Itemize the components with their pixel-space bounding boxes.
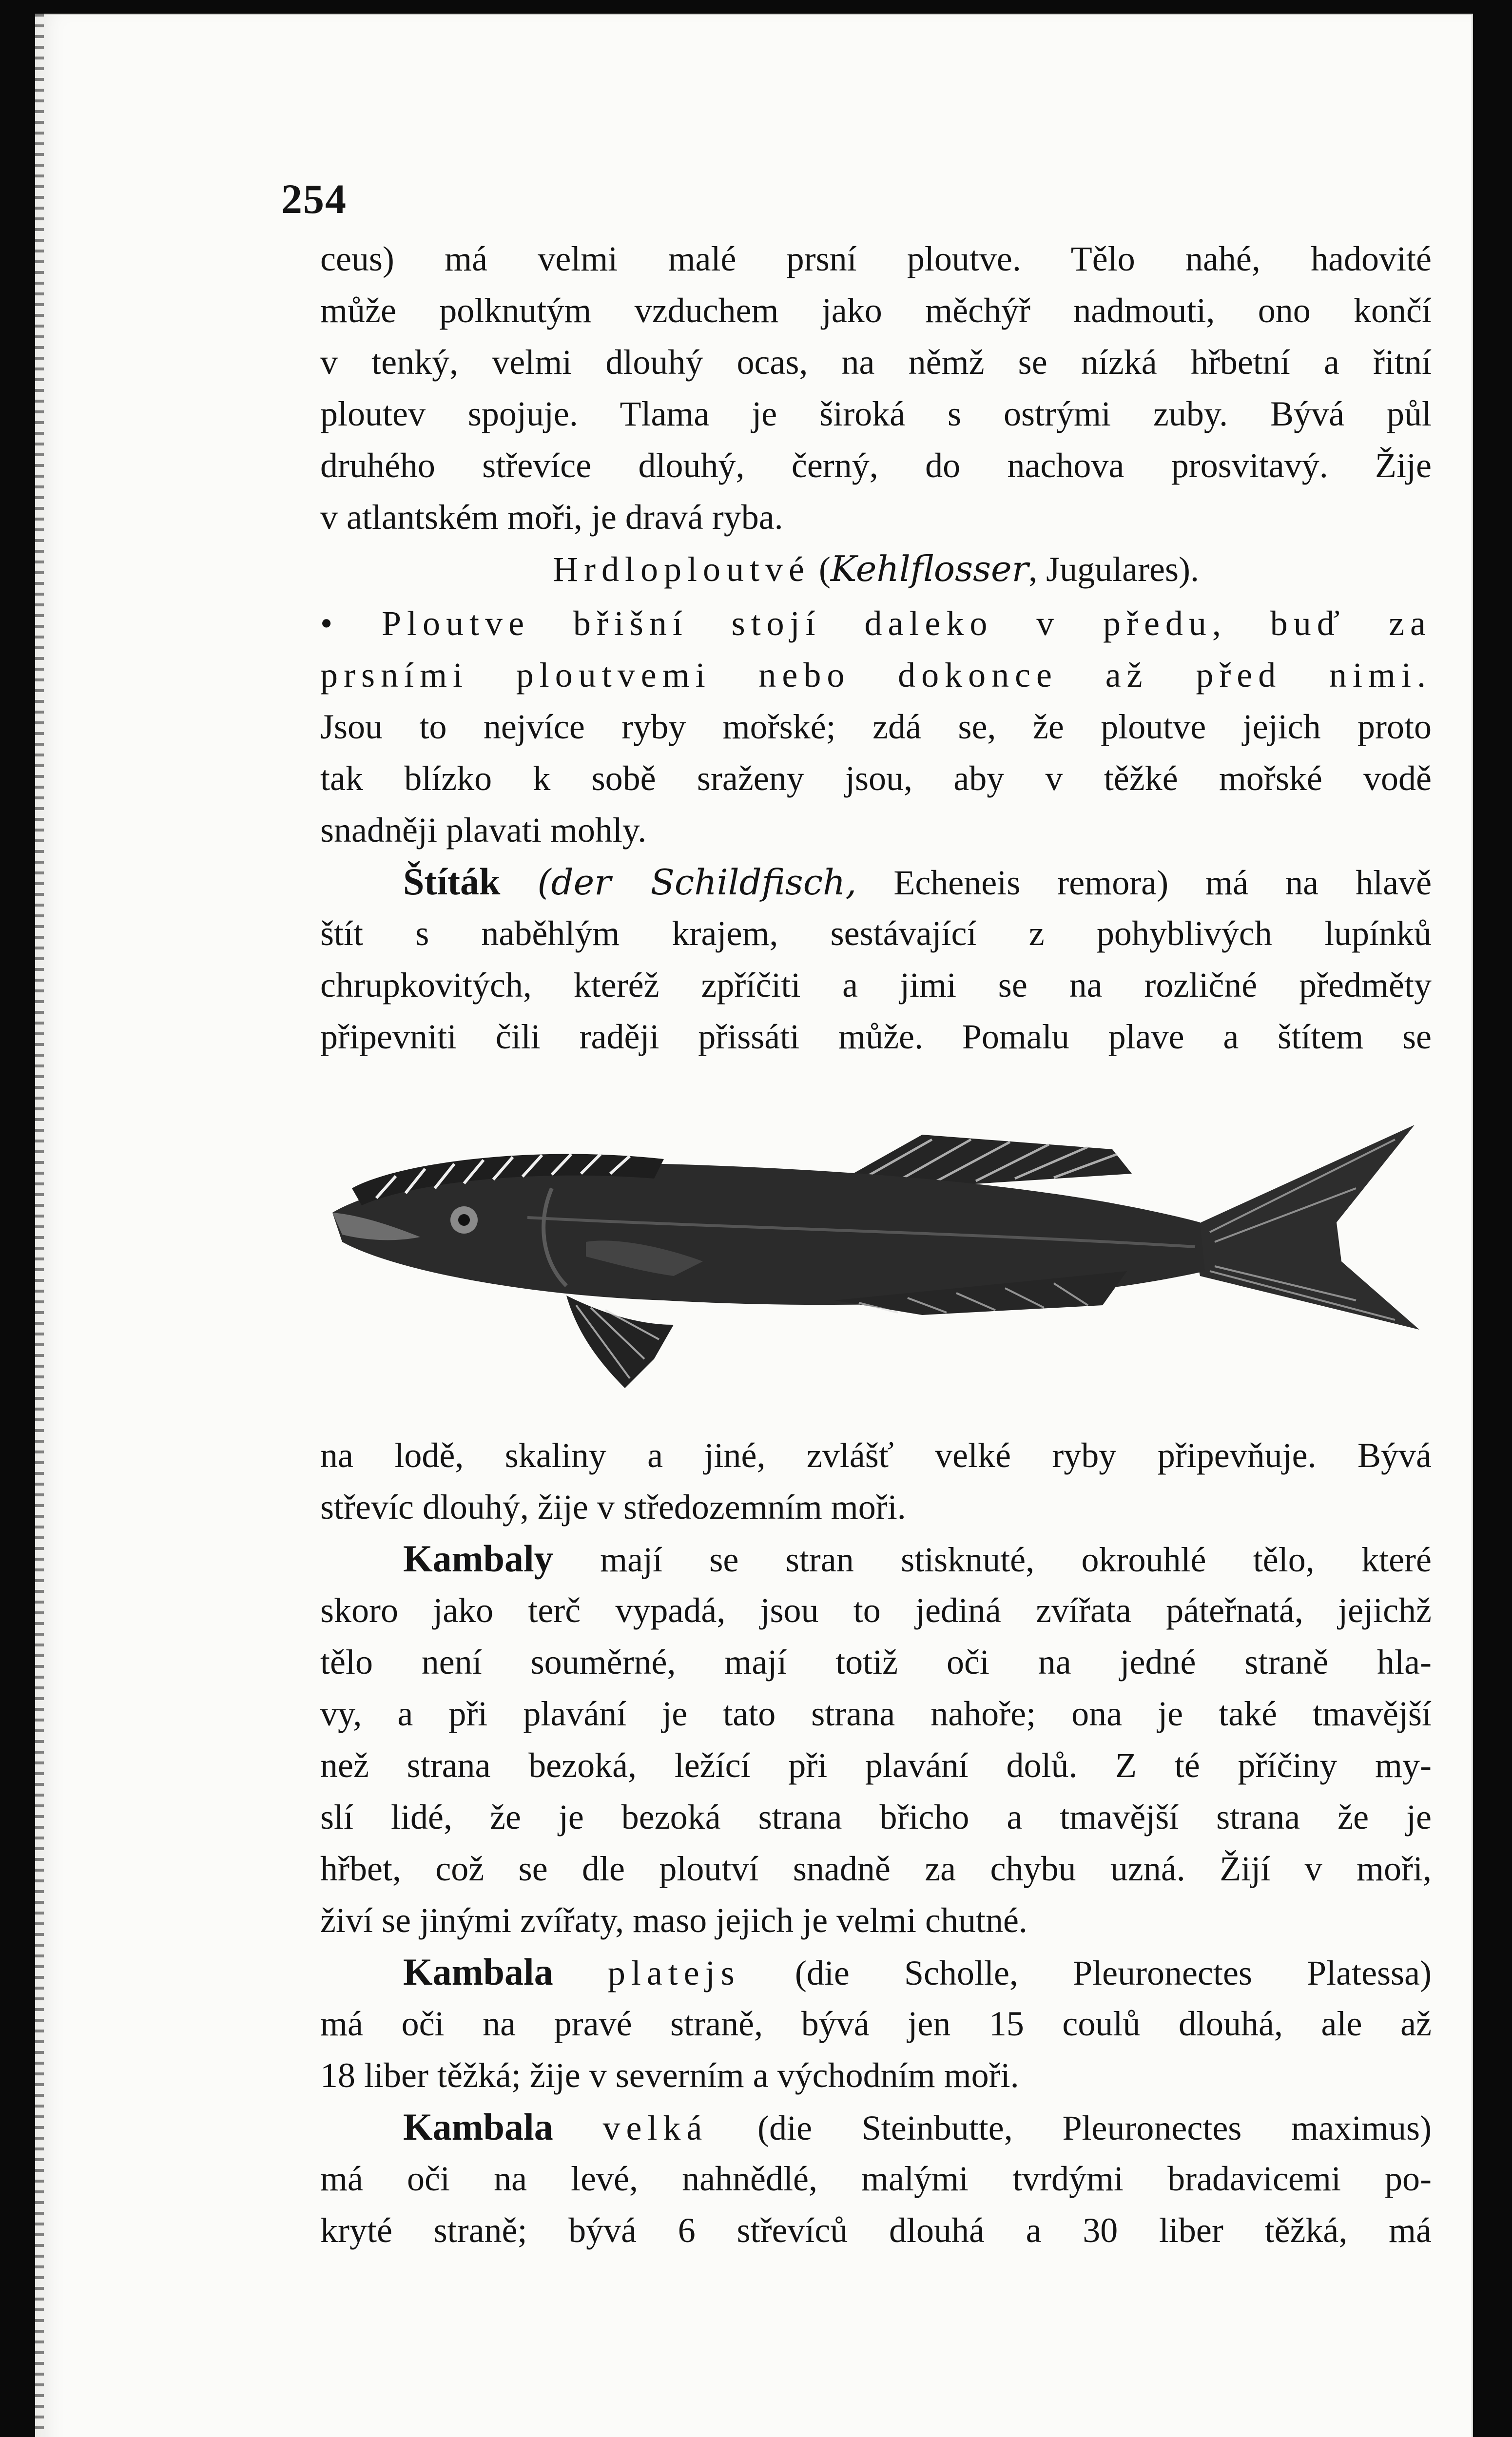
kambaly-rest: mají se stran stisknuté, okrouhlé tělo, které — [600, 1540, 1432, 1579]
pelvic-fin — [566, 1296, 674, 1388]
text-line: tak blízko k sobě sraženy jsou, aby v těžké mořské vodě — [320, 759, 1432, 798]
text-line: chrupkovitých, kteréž zpříčiti a jimi se na rozličné předměty — [320, 966, 1432, 1005]
term-kambaly: Kambaly — [403, 1537, 553, 1580]
remora-fish-illustration — [323, 1115, 1429, 1427]
text-line: slí lidé, že je bezoká strana břicho a tmavější strana že je — [320, 1798, 1432, 1837]
text-line: vy, a při plavání je tato strana nahoře; ona je také tmavější — [320, 1694, 1432, 1733]
kambaly-first-line — [320, 1533, 1432, 1585]
text-line: živí se jinými zvířaty, maso jejich je velmi chutné. — [320, 1901, 1027, 1940]
platejs-first-line — [320, 1946, 1432, 1998]
text-line: tělo není souměrné, mají totiž oči na jedné straně hla- — [320, 1643, 1432, 1682]
text-line: může polknutým vzduchem jako měchýř nadmouti, ono končí — [320, 291, 1432, 330]
species-velka: velká — [602, 2108, 708, 2147]
text-line: v tenký, velmi dlouhý ocas, na němž se nízká hřbetní a řitní — [320, 343, 1432, 382]
section-heading: Hrdloploutvé (Kehlflosser, Jugulares). — [552, 548, 1200, 589]
text-line: • Ploutve břišní stojí daleko v předu, buď za — [320, 604, 1432, 643]
paragraph-kambaly — [320, 1430, 1432, 2256]
text-line: druhého střevíce dlouhý, černý, do nachova prosvitavý. Žije — [320, 446, 1432, 485]
species-platejs: platejs — [607, 1953, 740, 1992]
text-line: v atlantském moři, je dravá ryba. — [320, 498, 783, 537]
term-kambala-velka: Kambala — [403, 2106, 553, 2148]
velka-rest: (die Steinbutte, Pleuronectes maximus) — [757, 2108, 1432, 2147]
text-line: snadněji plavati mohly. — [320, 811, 647, 850]
text-line: štít s naběhlým krajem, sestávající z pohyblivých lupínků — [320, 914, 1432, 953]
text-line: prsními ploutvemi nebo dokonce až před nimi. — [320, 656, 1432, 695]
text-line: než strana bezoká, ležící při plavání dolů. Z té příčiny my- — [320, 1746, 1432, 1785]
paragraph-continuation — [320, 233, 1432, 595]
text-line: skoro jako terč vypadá, jsou to jediná zvířata páteřnatá, jejichž — [320, 1591, 1432, 1630]
text-line: ceus) má velmi malé prsní ploutve. Tělo nahé, hadovité — [320, 239, 1432, 278]
german-name: (der Schildfisch, — [537, 862, 857, 903]
velka-first-line — [320, 2101, 1432, 2153]
latin-name: Echeneis remora) má na hlavě — [893, 863, 1432, 902]
term-kambala-platejs: Kambala — [403, 1951, 553, 1993]
platejs-rest: (die Scholle, Pleuronectes Platessa) — [795, 1953, 1432, 1992]
text-line: ploutev spojuje. Tlama je široká s ostrými zuby. Bývá půl — [320, 394, 1432, 433]
text-line: Jsou to nejvíce ryby mořské; zdá se, že ploutve jejich proto — [320, 707, 1432, 746]
text-line: má oči na levé, nahnědlé, malými tvrdými bradavicemi po- — [320, 2159, 1432, 2198]
book-page — [35, 14, 1473, 2437]
stitak-first-line — [320, 856, 1432, 908]
heading-german: Kehlflosser — [830, 548, 1029, 589]
text-line: na lodě, skaliny a jiné, zvlášť velké ryby připevňuje. Bývá — [320, 1436, 1432, 1475]
text-line: kryté straně; bývá 6 střevíců dlouhá a 30 liber těžká, má — [320, 2211, 1432, 2250]
text-line: 18 liber těžká; žije v severním a východním moři. — [320, 2056, 1019, 2095]
text-line: připevniti čili raději přissáti může. Pomalu plave a štítem se — [320, 1017, 1432, 1056]
term-stitak: Štíták — [403, 860, 501, 903]
pupil — [458, 1214, 470, 1226]
heading-title: Hrdloploutvé — [552, 550, 810, 589]
tail-fin — [1190, 1125, 1419, 1330]
paragraph-jugulares — [320, 598, 1432, 1063]
text-line: hřbet, což se dle ploutví snadně za chybu uzná. Žijí v moři, — [320, 1849, 1432, 1888]
text-line: střevíc dlouhý, žije v středozemním moři. — [320, 1488, 906, 1527]
heading-latin: Jugulares). — [1046, 550, 1200, 589]
page-number: 254 — [281, 175, 347, 222]
text-line: má oči na pravé straně, bývá jen 15 coulů dlouhá, ale až — [320, 2004, 1432, 2043]
